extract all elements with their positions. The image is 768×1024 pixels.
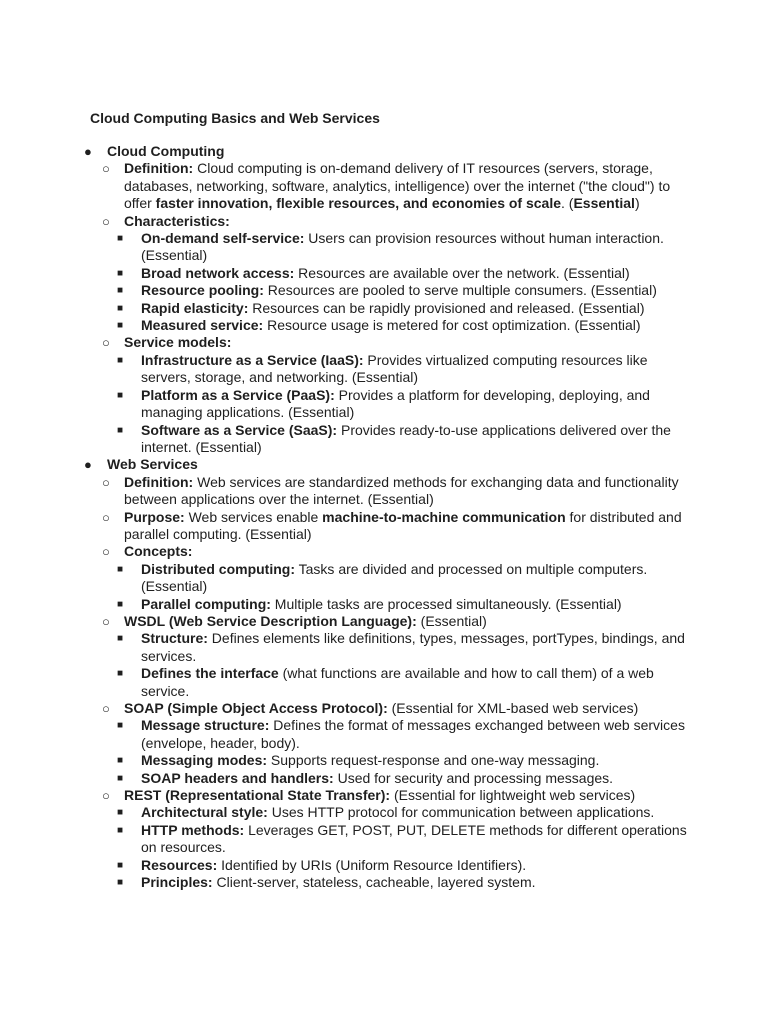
outline-item-soap-headers-handlers	[0, 770, 768, 787]
bold-text: Rapid elasticity:	[141, 299, 249, 316]
square-bullet-icon: ■	[117, 302, 124, 314]
plain-text: . (	[561, 195, 574, 212]
outline-item-text	[124, 509, 688, 544]
bold-text: REST (Representational State Transfer):	[124, 787, 391, 804]
outline-item-cloud-definition	[0, 160, 768, 212]
hollow-circle-bullet-icon: ○	[102, 213, 110, 229]
outline-item-text	[141, 822, 688, 857]
outline-item-soap-heading	[0, 700, 768, 717]
filled-circle-bullet-icon: ●	[84, 457, 92, 473]
plain-text: Resources are pooled to serve multiple consumers. (Essential)	[263, 282, 657, 299]
outline-item-characteristics-heading	[0, 213, 768, 230]
square-bullet-icon: ■	[117, 720, 124, 732]
outline-item-web-services-definition	[0, 474, 768, 509]
outline-item-text	[124, 334, 688, 351]
square-bullet-icon: ■	[117, 267, 124, 279]
square-bullet-icon: ■	[117, 320, 124, 332]
outline-item-broad-network-access	[0, 265, 768, 282]
hollow-circle-bullet-icon: ○	[102, 474, 110, 490]
plain-text: Provides virtualized computing resources like servers, storage, and networking. (Essential)	[141, 351, 648, 386]
outline-item-text	[141, 857, 688, 874]
bold-text: Platform as a Service (PaaS):	[141, 386, 335, 403]
plain-text: Uses HTTP protocol for communication between applications.	[267, 804, 655, 821]
outline-item-parallel-computing	[0, 596, 768, 613]
plain-text: for distributed and parallel computing. (Essential)	[124, 508, 682, 542]
outline-item-soap-message-structure	[0, 717, 768, 752]
square-bullet-icon: ■	[117, 877, 124, 889]
bold-text: Message structure:	[141, 717, 270, 734]
square-bullet-icon: ■	[117, 389, 124, 401]
outline-item-cloud-computing-section	[0, 143, 768, 160]
square-bullet-icon: ■	[117, 598, 124, 610]
plain-text: (Essential for XML-based web services)	[387, 700, 639, 716]
bold-text: Measured service:	[141, 317, 264, 334]
square-bullet-icon: ■	[117, 563, 124, 575]
plain-text: Resources are available over the network. (Essential)	[294, 264, 630, 281]
outline-item-wsdl-interface	[0, 665, 768, 700]
bold-text: SOAP headers and handlers:	[141, 769, 334, 786]
plain-text: Tasks are divided and processed on multiple computers. (Essential)	[141, 560, 648, 595]
bold-text: Architectural style:	[141, 804, 268, 821]
plain-text: Provides a platform for developing, deploying, and managing applications. (Essential)	[141, 386, 650, 421]
square-bullet-icon: ■	[117, 807, 124, 819]
outline-item-text	[124, 543, 688, 560]
outline-item-text	[141, 717, 688, 752]
bold-text: HTTP methods:	[141, 821, 245, 838]
outline-item-text	[141, 422, 688, 457]
outline-item-text	[141, 665, 688, 700]
bold-text: Principles:	[141, 874, 213, 891]
square-bullet-icon: ■	[117, 859, 124, 871]
bold-text: Essential	[573, 195, 635, 212]
square-bullet-icon: ■	[117, 233, 124, 245]
hollow-circle-bullet-icon: ○	[102, 613, 110, 629]
outline-item-iaas	[0, 352, 768, 387]
bold-text: Cloud Computing	[107, 143, 225, 159]
bold-text: Parallel computing:	[141, 595, 271, 612]
outline-item-saas	[0, 422, 768, 457]
outline-item-text	[124, 613, 688, 630]
plain-text: Provides ready-to-use applications delivered over the internet. (Essential)	[141, 421, 671, 455]
plain-text: Resource usage is metered for cost optimization. (Essential)	[263, 317, 641, 334]
plain-text: Identified by URIs (Uniform Resource Identifiers).	[217, 856, 527, 873]
plain-text: Defines elements like definitions, types, messages, portTypes, bindings, and services.	[141, 630, 685, 664]
bold-text: Definition:	[124, 473, 194, 490]
plain-text: (Essential)	[416, 612, 487, 629]
outline-item-text	[124, 787, 688, 804]
square-bullet-icon: ■	[117, 772, 124, 784]
outline-item-text	[141, 804, 688, 821]
bold-text: Structure:	[141, 630, 208, 647]
outline-item-rapid-elasticity	[0, 300, 768, 317]
bold-text: Web Services	[107, 456, 198, 473]
outline-item-text	[141, 752, 688, 769]
bold-text: Service models:	[124, 334, 232, 351]
outline-item-resource-pooling	[0, 282, 768, 299]
plain-text: Users can provision resources without human interaction. (Essential)	[141, 230, 664, 264]
square-bullet-icon: ■	[117, 824, 124, 836]
square-bullet-icon: ■	[117, 668, 124, 680]
bold-text: Resources:	[141, 856, 218, 873]
plain-text: Multiple tasks are processed simultaneously. (Essential)	[270, 595, 622, 612]
outline-item-on-demand-self-service	[0, 230, 768, 265]
outline-item-text	[141, 352, 688, 387]
hollow-circle-bullet-icon: ○	[102, 509, 110, 525]
outline-item-text	[141, 630, 688, 665]
bold-text: Resource pooling:	[141, 282, 264, 299]
plain-text: (what functions are available and how to call them) of a web service.	[141, 665, 654, 699]
outline-item-rest-architectural-style	[0, 804, 768, 821]
plain-text: Used for security and processing messages.	[333, 769, 614, 786]
outline-item-text	[141, 282, 688, 299]
plain-text: Web services enable	[184, 508, 323, 525]
square-bullet-icon: ■	[117, 285, 124, 297]
outline-item-text	[141, 230, 688, 265]
square-bullet-icon: ■	[117, 424, 124, 436]
plain-text: Cloud computing is on-demand delivery of IT resources (servers, storage, databases, networking, software, analytics, intelligence) over the internet ("the cloud") to offer	[124, 160, 671, 212]
outline-item-measured-service	[0, 317, 768, 334]
outline-item-paas	[0, 387, 768, 422]
filled-circle-bullet-icon: ●	[84, 144, 92, 159]
outline-item-text	[124, 213, 688, 230]
outline-item-text	[141, 265, 688, 282]
outline-item-text	[107, 456, 688, 473]
outline-item-text	[141, 317, 688, 334]
outline-item-text	[141, 561, 688, 596]
outline-item-rest-principles	[0, 874, 768, 891]
bold-text: Defines the interface	[141, 665, 279, 682]
bold-text: Concepts:	[124, 543, 193, 560]
hollow-circle-bullet-icon: ○	[102, 701, 110, 716]
hollow-circle-bullet-icon: ○	[102, 161, 110, 177]
bold-text: Characteristics:	[124, 212, 230, 229]
outline-item-text	[124, 160, 688, 212]
outline-item-text	[107, 143, 688, 160]
outline-item-web-services-purpose	[0, 509, 768, 544]
outline-item-wsdl-heading	[0, 613, 768, 630]
bold-text: Messaging modes:	[141, 752, 268, 769]
plain-text: Defines the format of messages exchanged between web services (envelope, header, body).	[141, 717, 685, 751]
hollow-circle-bullet-icon: ○	[102, 335, 110, 351]
plain-text: )	[634, 195, 640, 212]
bold-text: Purpose:	[124, 508, 185, 525]
plain-text: Resources can be rapidly provisioned and released. (Essential)	[248, 299, 645, 316]
outline-item-text	[124, 700, 688, 717]
square-bullet-icon: ■	[117, 633, 124, 645]
bold-text: faster innovation, flexible resources, and economies of scale	[155, 195, 562, 212]
plain-text: Web services are standardized methods for exchanging data and functionality between applications over the internet. (Essential)	[124, 473, 679, 508]
bold-text: WSDL (Web Service Description Language):	[124, 612, 417, 629]
outline-item-text	[141, 874, 688, 891]
square-bullet-icon: ■	[117, 755, 124, 767]
bold-text: On-demand self-service:	[141, 230, 305, 247]
hollow-circle-bullet-icon: ○	[102, 544, 110, 560]
bold-text: Definition:	[124, 160, 194, 177]
bold-text: machine-to-machine communication	[322, 508, 566, 525]
outline-item-text	[124, 474, 688, 509]
plain-text: Supports request-response and one-way messaging.	[267, 752, 600, 769]
square-bullet-icon: ■	[117, 354, 124, 366]
outline-item-rest-resources	[0, 857, 768, 874]
outline-item-distributed-computing	[0, 561, 768, 596]
hollow-circle-bullet-icon: ○	[102, 788, 110, 804]
outline-item-text	[141, 300, 688, 317]
document-title: Cloud Computing Basics and Web Services	[90, 110, 380, 126]
outline-item-text	[141, 387, 688, 422]
outline-item-service-models-heading	[0, 334, 768, 351]
document-body	[0, 143, 768, 891]
outline-item-text	[141, 770, 688, 787]
outline-item-web-services-section	[0, 456, 768, 473]
outline-item-text	[141, 596, 688, 613]
plain-text: (Essential for lightweight web services)	[390, 787, 636, 804]
bold-text: Distributed computing:	[141, 560, 295, 577]
bold-text: SOAP (Simple Object Access Protocol):	[124, 700, 388, 716]
plain-text: Client-server, stateless, cacheable, layered system.	[212, 874, 536, 891]
bold-text: Broad network access:	[141, 264, 295, 281]
bold-text: Infrastructure as a Service (IaaS):	[141, 351, 364, 368]
outline-item-wsdl-structure	[0, 630, 768, 665]
outline-item-rest-heading	[0, 787, 768, 804]
outline-item-concepts-heading	[0, 543, 768, 560]
outline-item-rest-http-methods	[0, 822, 768, 857]
outline-item-soap-messaging-modes	[0, 752, 768, 769]
plain-text: Leverages GET, POST, PUT, DELETE methods for different operations on resources.	[141, 821, 687, 856]
bold-text: Software as a Service (SaaS):	[141, 421, 338, 438]
